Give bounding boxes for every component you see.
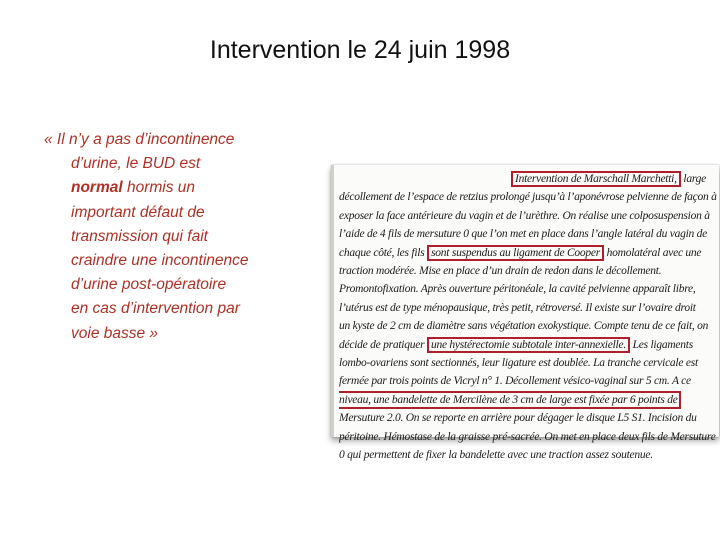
scan-edge xyxy=(331,165,334,437)
report-fragment: large xyxy=(680,173,706,185)
report-line: traction modérée. Mise en place d’un drain de redon dans le décollement. xyxy=(339,265,662,278)
scanned-report-text xyxy=(339,170,717,465)
quote-line: d’urine post-opératoire xyxy=(71,276,227,294)
quote-line: voie basse » xyxy=(71,324,159,342)
report-line: un kyste de 2 cm de diamètre sans végétation exokystique. Compte tenu de ce fait, on xyxy=(339,320,709,333)
quote-line: transmission qui fait xyxy=(71,227,208,245)
quote-line: d’urine, le BUD est xyxy=(71,155,201,173)
report-line: lombo-ovariens sont sectionnés, leur ligature est doublée. La tranche cervicale est xyxy=(339,357,698,370)
quote-line: en cas d’intervention par xyxy=(71,300,240,318)
report-fragment: homolatéral avec une xyxy=(604,246,702,259)
report-line xyxy=(339,336,717,354)
highlight-box: une hystérectomie subtotale inter-annexielle. xyxy=(427,337,630,353)
quote-line xyxy=(44,176,306,200)
report-line: l’aide de 4 fils de mersuture 0 que l’on met en place dans l’angle latéral du vagin de xyxy=(339,228,708,241)
quote-block xyxy=(44,128,306,346)
quote-emphasis: normal xyxy=(71,179,123,197)
report-line: décollement de l’espace de retzius prolongé jusqu’à l’aponévrose pelvienne de façon à xyxy=(339,191,717,204)
report-line xyxy=(339,391,717,409)
report-line xyxy=(339,170,717,188)
report-fragment: décide de pratiquer xyxy=(339,338,427,351)
quote-line-rest: hormis un xyxy=(122,179,196,197)
report-line: l’utérus est de type ménopausique, très petit, rétroversé. Il existe sur l’ovaire droit xyxy=(339,301,696,314)
quote-line: important défaut de xyxy=(71,203,205,221)
slide-title: Intervention le 24 juin 1998 xyxy=(209,36,511,64)
report-line xyxy=(339,244,717,262)
report-fragment: chaque côté, les fils xyxy=(339,246,428,259)
report-line: exposer la face antérieure du vagin et de l’urèthre. On réalise une colposuspension à xyxy=(339,209,710,222)
report-line: Promontofixation. Après ouverture péritonéale, la cavité pelvienne apparaît libre, xyxy=(339,283,696,296)
quote-line: craindre une incontinence xyxy=(71,252,249,270)
highlight-box: niveau, une bandelette de Mercilène de 3 cm de large est fixée par 6 points de xyxy=(339,393,678,406)
scanned-report-image xyxy=(331,165,719,462)
report-line: péritoine. Hémostase de la graisse pré-sacrée. On met en place deux fils de Mersuture xyxy=(339,430,716,443)
report-line: 0 qui permettent de fixer la bandelette avec une traction assez soutenue. xyxy=(339,449,653,462)
highlight-box: sont suspendus au ligament de Cooper xyxy=(427,245,604,261)
quote-line: « Il n’y a pas d’incontinence xyxy=(44,131,235,148)
report-line: fermée par trois points de Vicryl n° 1. Décollement vésico-vaginal sur 5 cm. A ce xyxy=(339,375,691,388)
highlight-box: Intervention de Marschall Marchetti, xyxy=(511,171,681,187)
report-fragment: Les ligaments xyxy=(629,338,693,351)
report-line: Mersuture 2.0. On se reporte en arrière pour dégager le disque L5 S1. Incision du xyxy=(339,412,697,425)
